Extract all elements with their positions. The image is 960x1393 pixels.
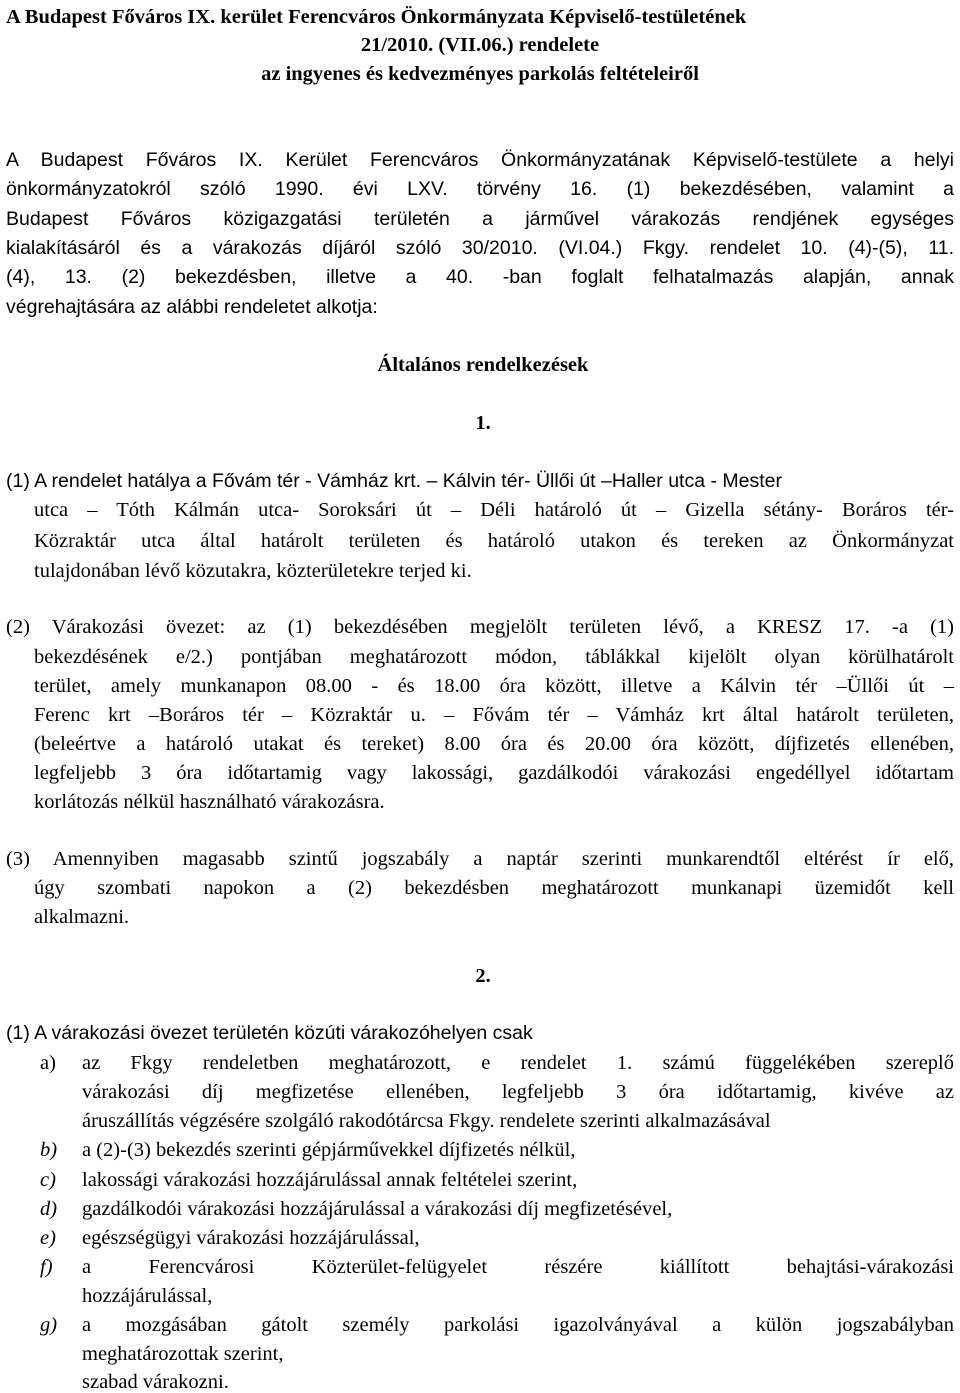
list-marker: f) bbox=[40, 1256, 53, 1278]
paragraph-line: utca – Tóth Kálmán utca- Soroksári út – Déli határoló út – Gizella sétány- Boráros tér- bbox=[34, 499, 954, 521]
paragraph-line: (1) A rendelet hatálya a Fővám tér - Vámház krt. – Kálvin tér- Üllői út –Haller utca - Mester bbox=[6, 470, 782, 492]
paragraph-line: úgy szombati napokon a (2) bekezdésben meghatározott munkanapi üzemidőt kell bbox=[34, 877, 954, 899]
list-item-line: lakossági várakozási hozzájárulással annak feltételei szerint, bbox=[82, 1169, 578, 1191]
list-marker: e) bbox=[40, 1227, 56, 1249]
list-item-line: a mozgásában gátolt személy parkolási igazolványával a külön jogszabályban bbox=[82, 1314, 954, 1336]
list-item-line: meghatározottak szerint, bbox=[82, 1343, 284, 1365]
title-line-1: A Budapest Főváros IX. kerület Ferencváros Önkormányzata Képviselő-testületének bbox=[6, 6, 747, 28]
list-item-line: egészségügyi várakozási hozzájárulással, bbox=[82, 1227, 420, 1249]
list-marker: a) bbox=[40, 1052, 56, 1074]
paragraph-line: terület, amely munkanapon 08.00 - és 18.00 óra között, illetve a Kálvin tér –Üllői út – bbox=[34, 675, 954, 697]
preamble-line: Budapest Főváros közigazgatási területén a járművel várakozás rendjének egységes bbox=[6, 208, 954, 230]
paragraph-line: (2) Várakozási övezet: az (1) bekezdésében megjelölt területen lévő, a KRESZ 17. -a (1) bbox=[6, 616, 954, 638]
title-line-3: az ingyenes és kedvezményes parkolás feltételeiről bbox=[261, 63, 699, 85]
section-1-label: 1. bbox=[475, 412, 491, 434]
list-item-line: hozzájárulással, bbox=[82, 1285, 213, 1307]
paragraph-line: Közraktár utca által határolt területen és határoló utakon és tereken az Önkormányzat bbox=[34, 530, 954, 552]
section-heading: Általános rendelkezések bbox=[377, 354, 589, 376]
section-2-label: 2. bbox=[475, 965, 491, 987]
paragraph-line: korlátozás nélkül használható várakozásra. bbox=[34, 791, 385, 813]
list-item-line: áruszállítás végzésére szolgáló rakodótárcsa Fkgy. rendelete szerinti alkalmazásával bbox=[82, 1110, 771, 1132]
paragraph-line: (1) A várakozási övezet területén közúti várakozóhelyen csak bbox=[6, 1022, 533, 1044]
paragraph-line: (beleértve a határoló utakat és tereket) 8.00 óra és 20.00 óra között, díjfizetés ellenében, bbox=[34, 733, 954, 755]
list-marker: d) bbox=[40, 1198, 58, 1220]
list-item-line: gazdálkodói várakozási hozzájárulással a várakozási díj megfizetésével, bbox=[82, 1198, 673, 1220]
paragraph-line: bekezdésének e/2.) pontjában meghatározott módon, táblákkal kijelölt olyan körülhatárolt bbox=[34, 646, 954, 668]
preamble-line: A Budapest Főváros IX. Kerület Ferencváros Önkormányzatának Képviselő-testülete a helyi bbox=[6, 149, 954, 171]
paragraph-line: tulajdonában lévő közutakra, közterületekre terjed ki. bbox=[34, 560, 472, 582]
list-marker: c) bbox=[40, 1169, 56, 1191]
list-item-line: várakozási díj megfizetése ellenében, legfeljebb 3 óra időtartamig, kivéve az bbox=[82, 1081, 954, 1103]
preamble-line: (4), 13. (2) bekezdésben, illetve a 40. -ban foglalt felhatalmazás alapján, annak bbox=[6, 266, 954, 288]
preamble-line: végrehajtására az alábbi rendeletet alkotja: bbox=[6, 296, 378, 318]
list-item-line: a Ferencvárosi Közterület-felügyelet részére kiállított behajtási-várakozási bbox=[82, 1256, 954, 1278]
paragraph-line: legfeljebb 3 óra időtartamig vagy lakossági, gazdálkodói várakozási engedéllyel időtartam bbox=[34, 762, 954, 784]
preamble-line: kialakításáról és a várakozás díjáról szóló 30/2010. (VI.04.) Fkgy. rendelet 10. (4)-(5), 11. bbox=[6, 237, 954, 259]
paragraph-line: alkalmazni. bbox=[34, 906, 130, 928]
paragraph-line: Ferenc krt –Boráros tér – Közraktár u. – Fővám tér – Vámház krt által határolt területen, bbox=[34, 704, 954, 726]
paragraph-line: szabad várakozni. bbox=[82, 1371, 229, 1393]
list-marker: g) bbox=[40, 1314, 58, 1336]
list-marker: b) bbox=[40, 1139, 58, 1161]
paragraph-line: (3) Amennyiben magasabb szintű jogszabály a naptár szerinti munkarendtől eltérést ír elő, bbox=[6, 848, 954, 870]
list-item-line: a (2)-(3) bekezdés szerinti gépjárművekkel díjfizetés nélkül, bbox=[82, 1139, 576, 1161]
title-line-2: 21/2010. (VII.06.) rendelete bbox=[360, 34, 600, 56]
list-item-line: az Fkgy rendeletben meghatározott, e rendelet 1. számú függelékében szereplő bbox=[82, 1052, 954, 1074]
preamble-line: önkormányzatokról szóló 1990. évi LXV. törvény 16. (1) bekezdésében, valamint a bbox=[6, 178, 954, 200]
